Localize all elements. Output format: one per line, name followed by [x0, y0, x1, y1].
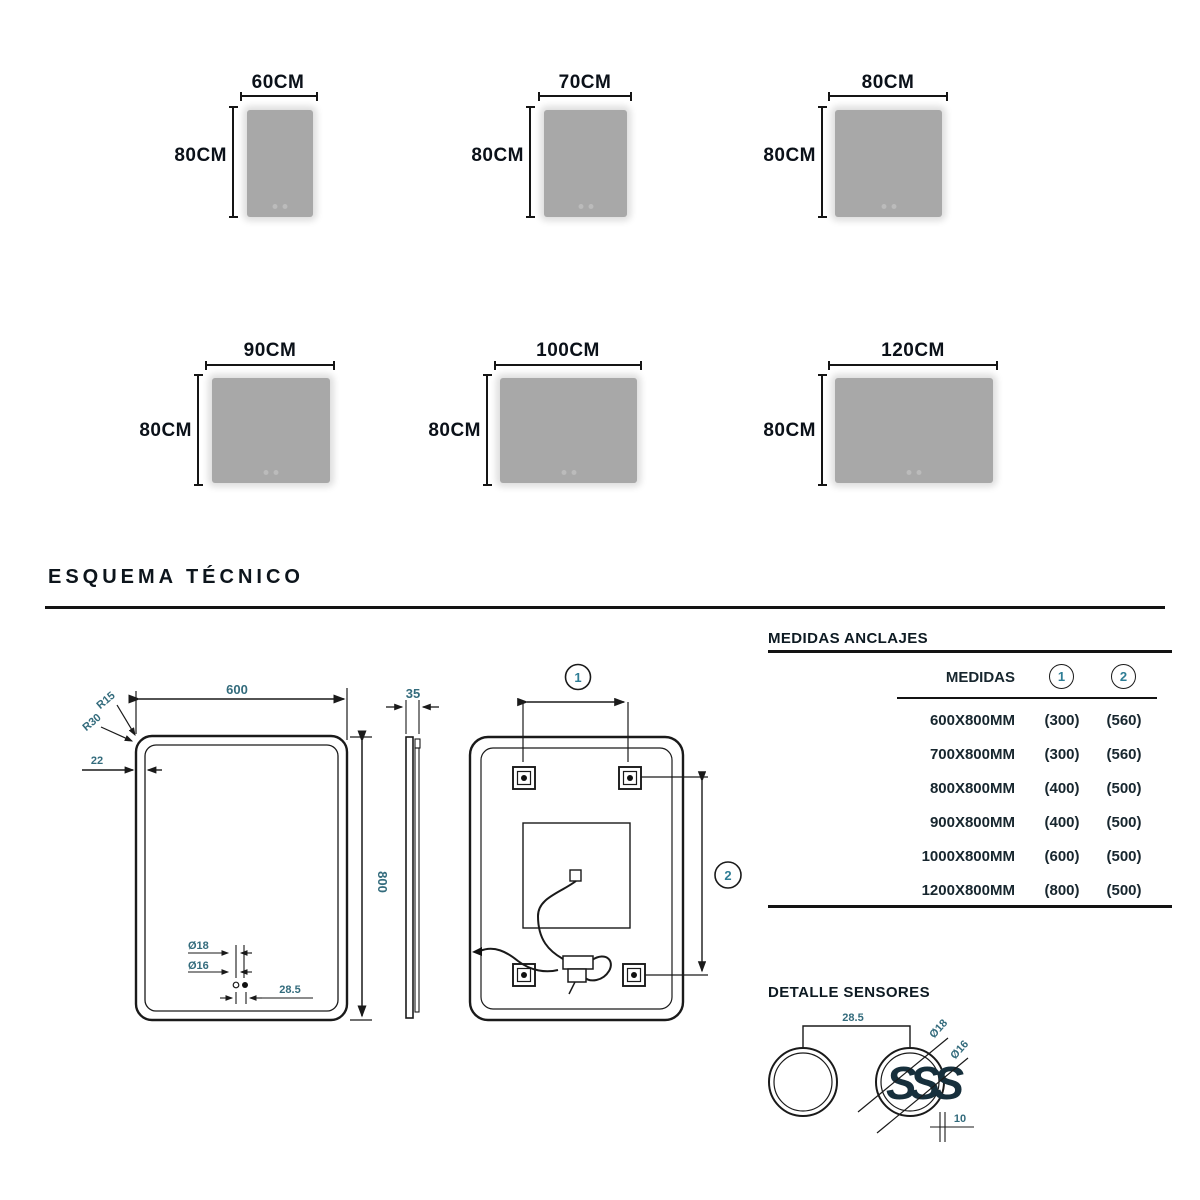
row-val2: (560)	[1106, 746, 1142, 763]
col-header-2: 2	[1111, 664, 1136, 689]
row-val1: (300)	[1044, 746, 1080, 763]
front-sensor-d18: Ø18	[188, 940, 209, 952]
back-ref2-label: 2	[724, 868, 732, 883]
schema-section-title: ESQUEMA TÉCNICO	[48, 566, 304, 588]
mirror-preview-120x80	[835, 378, 993, 483]
height-label: 80CM	[139, 420, 192, 441]
dimension-line	[828, 364, 998, 366]
dimension-line	[529, 106, 531, 218]
width-label: 80CM	[861, 72, 915, 93]
sensor-icon-text: SSS	[886, 1057, 958, 1109]
sensor-offset-dim: 10	[953, 1113, 967, 1125]
dimension-line	[821, 106, 823, 218]
mirror-preview-60x80	[247, 110, 313, 217]
front-edge-dim: 22	[90, 755, 104, 767]
anchor-plate	[619, 767, 641, 789]
sensor-detail-drawing	[750, 1000, 1200, 1170]
mirror-sensor-marks	[578, 204, 593, 209]
mirror-sensor-marks	[907, 470, 922, 475]
width-label: 100CM	[536, 340, 600, 361]
col-header-medidas: MEDIDAS	[945, 669, 1015, 686]
row-size: 900X800MM	[929, 814, 1015, 831]
divider	[768, 650, 1172, 653]
row-size: 1000X800MM	[921, 848, 1015, 865]
sensors-title: DETALLE SENSORES	[768, 984, 930, 1001]
row-val1: (600)	[1044, 848, 1080, 865]
front-width-dim: 600	[226, 682, 248, 697]
height-label: 80CM	[428, 420, 481, 441]
front-height-dim: 800	[375, 871, 390, 893]
width-label: 60CM	[251, 72, 305, 93]
anchor-plate	[513, 767, 535, 789]
dimension-line	[232, 106, 234, 218]
mirror-preview-100x80	[500, 378, 637, 483]
col-header-1: 1	[1049, 664, 1074, 689]
mirror-preview-70x80	[544, 110, 627, 217]
row-val1: (400)	[1044, 814, 1080, 831]
sensor-d16-dim: Ø16	[948, 1038, 972, 1062]
row-size: 600X800MM	[929, 712, 1015, 729]
section-divider	[45, 606, 1165, 609]
mirror-sensor-marks	[561, 470, 576, 475]
front-sensor-d16: Ø16	[188, 960, 209, 972]
mirror-preview-80x80	[835, 110, 942, 217]
width-label: 90CM	[243, 340, 297, 361]
dimension-line	[538, 95, 632, 97]
side-view-drawing	[386, 686, 439, 1018]
sensor-circle-plain	[769, 1048, 837, 1116]
row-val1: (800)	[1044, 882, 1080, 899]
row-size: 700X800MM	[929, 746, 1015, 763]
width-label: 120CM	[881, 340, 945, 361]
mirror-sensor-marks	[881, 204, 896, 209]
mirror-sensor-marks	[273, 204, 288, 209]
row-size: 1200X800MM	[921, 882, 1015, 899]
front-sensor-spacing: 28.5	[279, 984, 301, 996]
front-view-drawing	[80, 682, 390, 1020]
row-val2: (500)	[1106, 882, 1142, 899]
side-thickness-dim: 35	[405, 686, 421, 701]
height-label: 80CM	[174, 145, 227, 166]
height-label: 80CM	[763, 145, 816, 166]
sensor-spacing-dim: 28.5	[842, 1012, 864, 1024]
dimension-line	[828, 95, 948, 97]
row-val2: (500)	[1106, 780, 1142, 797]
front-radius-r30: R30	[80, 711, 104, 734]
dimension-line	[197, 374, 199, 486]
dimension-line	[821, 374, 823, 486]
divider	[897, 697, 1157, 699]
divider	[768, 905, 1172, 908]
row-val2: (560)	[1106, 712, 1142, 729]
width-label: 70CM	[558, 72, 612, 93]
anchor-plate	[513, 964, 535, 986]
technical-drawing	[0, 612, 770, 1200]
dimension-line	[240, 95, 318, 97]
row-val2: (500)	[1106, 848, 1142, 865]
dimension-line	[486, 374, 488, 486]
back-view-drawing	[470, 665, 741, 1021]
anchors-table-title: MEDIDAS ANCLAJES	[768, 630, 929, 647]
mirror-sensor-marks	[264, 470, 279, 475]
cable-connector	[563, 956, 593, 969]
height-label: 80CM	[763, 420, 816, 441]
sensor-d18-dim: Ø18	[927, 1017, 951, 1041]
height-label: 80CM	[471, 145, 524, 166]
row-val2: (500)	[1106, 814, 1142, 831]
anchor-plate	[623, 964, 645, 986]
dimension-line	[494, 364, 642, 366]
mirror-preview-90x80	[212, 378, 330, 483]
row-val1: (400)	[1044, 780, 1080, 797]
back-ref1-label: 1	[574, 670, 582, 685]
power-cable	[538, 881, 576, 959]
dimension-line	[205, 364, 335, 366]
row-size: 800X800MM	[929, 780, 1015, 797]
row-val1: (300)	[1044, 712, 1080, 729]
front-radius-r15: R15	[94, 689, 118, 712]
